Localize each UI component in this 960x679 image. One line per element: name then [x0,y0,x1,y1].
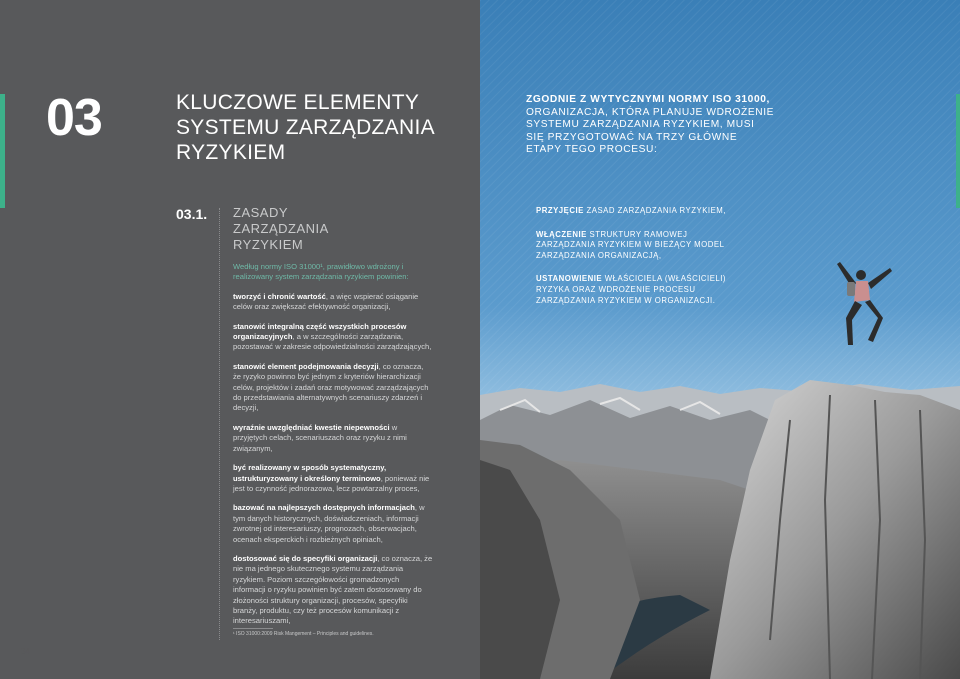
section-title-line: RYZYKIEM [233,237,304,252]
principle-bold: stanowić integralną część wszystkich procesów organizacyjnych [233,321,407,342]
principle-item [233,362,433,414]
chapter-title [176,90,466,165]
chapter-title-line: SYSTEMU ZARZĄDZANIA [176,116,435,139]
steps-list [536,206,736,319]
page-number: 34 [21,647,30,656]
section-title-line: ZASADY [233,205,289,220]
principle-bold: być realizowany w sposób systematyczny, ustrukturyzowany i określony terminowo [233,463,387,483]
step-item [536,206,736,217]
principles-column [233,262,433,636]
principle-bold: dostosować się do specyfiki organizacji [233,553,378,563]
principle-item [233,463,433,494]
principle-text: , co oznacza, że nie ma jednego skutecznego systemu zarządzania ryzykiem. Poziom szczegółowości gromadzonych informacji o ryzyku powinien być zatem dostosowany do złożoności struktury organizacji, procesów, specyfiki branży, produktu, czy też procesów komunikacji z interesariuszami, [233,553,433,626]
principle-text: , a w szczególności zarządzania, pozostawać w zakresie odpowiedzialności zarządzających, [233,332,432,352]
principle-item [233,292,433,313]
right-accent-bar [956,94,960,208]
principle-text: , ponieważ nie jest to czynność jednorazowa, lecz powtarzalny proces, [233,473,430,493]
right-page [480,0,960,679]
principle-bold: tworzyć i chronić wartość [233,291,326,301]
principle-bold: bazować na najlepszych dostępnych informacjach [233,503,415,513]
step-text: ZASAD ZARZĄDZANIA RYZYKIEM, [583,206,726,215]
principle-item [233,322,433,353]
principle-text: , a więc wspierać osiąganie celów oraz zwiększać efektywność organizacji, [233,291,419,312]
lead-text [526,94,776,157]
section-title [233,205,329,253]
chapter-title-line: KLUCZOWE ELEMENTY [176,91,420,114]
principle-text: , w tym danych historycznych, doświadczeniach, informacji zwrotnej od interesariuszy, prognozach, obserwacjach, ocenach eksperckich i rozbieżnych opiniach, [233,503,425,544]
step-item [536,230,736,262]
step-bold: USTANOWIENIE [536,274,603,284]
principle-item [233,554,433,627]
lead-rest: ORGANIZACJA, KTÓRA PLANUJE WDROŻENIE SYSTEMU ZARZĄDZANIA RYZYKIEM, MUSI SIĘ PRZYGOTOWAĆ NA TRZY GŁÓWNE ETAPY TEGO PROCESU: [526,106,775,155]
chapter-number: 03 [46,89,102,147]
step-bold: WŁĄCZENIE [536,229,587,239]
chapter-title-line: RYZYKIEM [176,141,286,164]
footnote: ¹ ISO 31000:2009 Risk Mangement – Principles and guidelines. [233,631,374,637]
section-number: 03.1. [176,206,208,222]
principle-text: w przyjętych celach, scenariuszach oraz ryzyku z nimi związanym, [233,422,407,453]
step-text: STRUKTURY RAMOWEJ ZARZĄDZANIA RYZYKIEM W BIEŻĄCY MODEL ZARZĄDZANIA ORGANIZACJĄ, [536,229,725,260]
principle-text: , co oznacza, że ryzyko powinno być jednym z kryteriów hierarchizacji celów, projektów i zadań oraz motywować zarządzających do przedstawiania alternatywnych scenariuszy zdarzeń i decyzji, [233,361,429,413]
step-bold: PRZYJĘCIE [536,206,584,215]
section-divider-line [219,208,220,640]
step-text: WŁAŚCICIELA (WŁAŚCICIELI) RYZYKA ORAZ WDROŻENIE PROCESU ZARZĄDZANIA RYZYKIEM W ORGANIZACJI. [536,274,726,305]
principle-bold: stanowić element podejmowania decyzji [233,361,379,371]
principle-item [233,503,433,545]
principle-item [233,423,433,454]
footnote-rule [233,628,273,629]
principle-bold: wyraźnie uwzględniać kwestie niepewności [233,422,390,432]
chapter-accent-bar [0,94,5,208]
section-title-line: ZARZĄDZANIA [233,221,329,236]
step-item [536,274,736,306]
principles-intro: Według normy ISO 31000¹, prawidłowo wdrożony i realizowany system zarządzania ryzykiem powinien: [233,262,409,282]
lead-bold: ZGODNIE Z WYTYCZNYMI NORMY ISO 31000, [526,94,770,105]
